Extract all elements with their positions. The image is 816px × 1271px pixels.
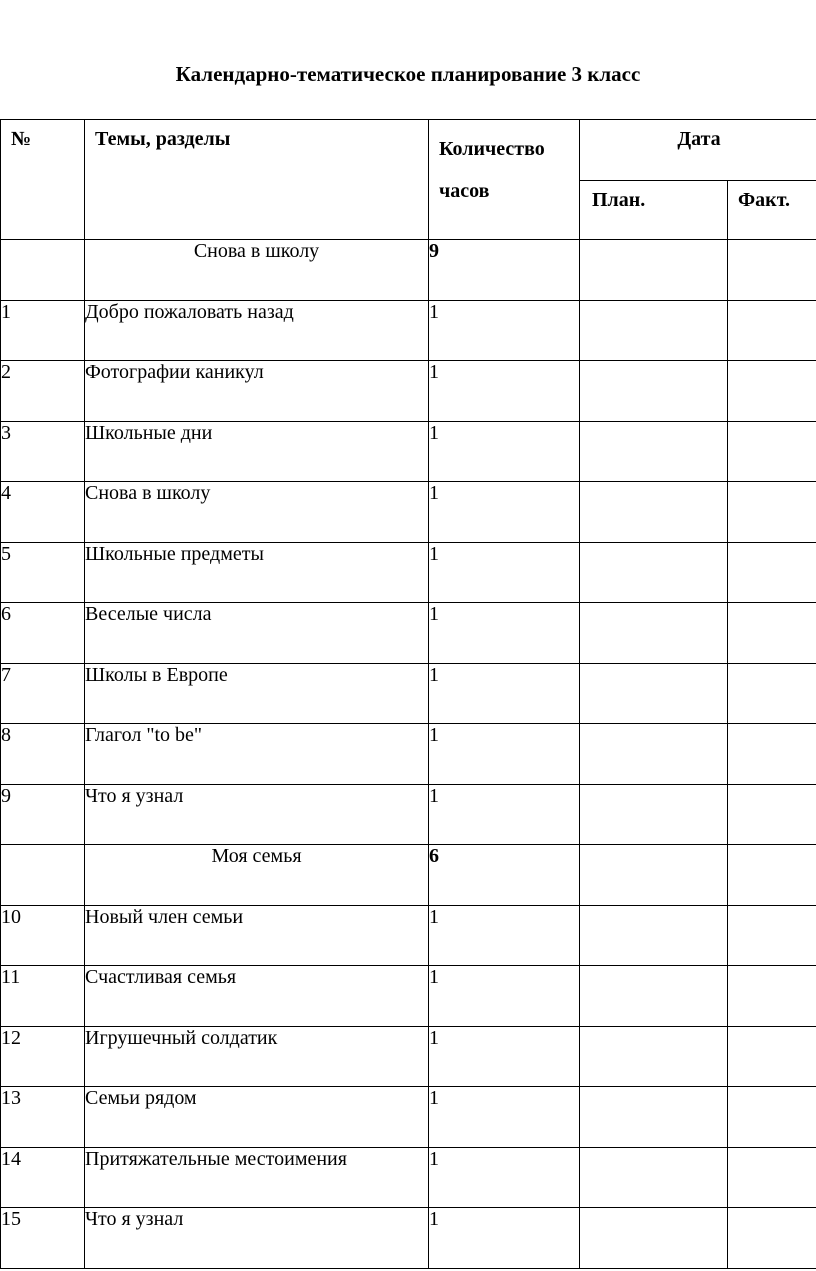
table-row <box>1 1087 816 1148</box>
row-hours: 9 <box>429 240 580 301</box>
table-row <box>1 542 816 603</box>
row-fact-date <box>728 663 816 724</box>
row-hours: 1 <box>429 361 580 422</box>
header-hours-line1: Количество <box>439 138 545 160</box>
row-hours: 1 <box>429 1147 580 1208</box>
table-row <box>1 361 816 422</box>
row-number: 5 <box>1 542 85 603</box>
row-hours: 1 <box>429 300 580 361</box>
table-header <box>1 120 816 240</box>
row-hours: 1 <box>429 905 580 966</box>
header-plan: План. <box>580 181 728 240</box>
row-hours: 1 <box>429 1026 580 1087</box>
row-number: 3 <box>1 421 85 482</box>
row-number: 12 <box>1 1026 85 1087</box>
header-hours-line2: часов <box>439 180 490 202</box>
table-row <box>1 724 816 785</box>
row-number <box>1 845 85 906</box>
row-number: 13 <box>1 1087 85 1148</box>
row-number: 8 <box>1 724 85 785</box>
section-row <box>1 240 816 301</box>
table-row <box>1 300 816 361</box>
row-fact-date <box>728 1208 816 1269</box>
row-plan-date <box>580 421 728 482</box>
row-fact-date <box>728 845 816 906</box>
table-row <box>1 784 816 845</box>
row-number: 4 <box>1 482 85 543</box>
header-number: № <box>1 120 85 240</box>
planning-table <box>0 119 816 1269</box>
row-fact-date <box>728 361 816 422</box>
row-topic: Притяжательные местоимения <box>85 1147 429 1208</box>
row-plan-date <box>580 966 728 1027</box>
row-topic: Школьные дни <box>85 421 429 482</box>
row-fact-date <box>728 240 816 301</box>
row-number <box>1 240 85 301</box>
row-plan-date <box>580 361 728 422</box>
row-fact-date <box>728 421 816 482</box>
row-hours: 1 <box>429 1208 580 1269</box>
table-row <box>1 1026 816 1087</box>
table-row <box>1 603 816 664</box>
row-plan-date <box>580 724 728 785</box>
table-row <box>1 1208 816 1269</box>
row-topic: Глагол "to be" <box>85 724 429 785</box>
row-fact-date <box>728 300 816 361</box>
row-topic: Веселые числа <box>85 603 429 664</box>
row-number: 2 <box>1 361 85 422</box>
row-number: 1 <box>1 300 85 361</box>
row-fact-date <box>728 784 816 845</box>
row-hours: 1 <box>429 603 580 664</box>
row-topic: Снова в школу <box>85 482 429 543</box>
row-plan-date <box>580 663 728 724</box>
row-topic: Игрушечный солдатик <box>85 1026 429 1087</box>
table-row <box>1 966 816 1027</box>
row-plan-date <box>580 603 728 664</box>
row-topic: Школы в Европе <box>85 663 429 724</box>
table-row <box>1 905 816 966</box>
table-body <box>1 240 816 1269</box>
row-topic: Что я узнал <box>85 784 429 845</box>
row-plan-date <box>580 1208 728 1269</box>
row-number: 11 <box>1 966 85 1027</box>
row-number: 14 <box>1 1147 85 1208</box>
row-topic: Школьные предметы <box>85 542 429 603</box>
header-hours <box>429 120 580 240</box>
row-plan-date <box>580 1147 728 1208</box>
row-hours: 1 <box>429 1087 580 1148</box>
row-hours: 1 <box>429 663 580 724</box>
section-row <box>1 845 816 906</box>
row-fact-date <box>728 482 816 543</box>
row-hours: 1 <box>429 724 580 785</box>
row-fact-date <box>728 1087 816 1148</box>
row-number: 6 <box>1 603 85 664</box>
header-topics: Темы, разделы <box>85 120 429 240</box>
row-plan-date <box>580 300 728 361</box>
row-hours: 1 <box>429 542 580 603</box>
row-hours: 1 <box>429 482 580 543</box>
row-topic: Что я узнал <box>85 1208 429 1269</box>
row-number: 15 <box>1 1208 85 1269</box>
row-number: 9 <box>1 784 85 845</box>
row-topic: Снова в школу <box>85 240 429 301</box>
row-hours: 1 <box>429 784 580 845</box>
table-row <box>1 482 816 543</box>
row-plan-date <box>580 240 728 301</box>
row-topic: Моя семья <box>85 845 429 906</box>
row-plan-date <box>580 542 728 603</box>
row-plan-date <box>580 482 728 543</box>
row-topic: Счастливая семья <box>85 966 429 1027</box>
row-fact-date <box>728 603 816 664</box>
row-topic: Новый член семьи <box>85 905 429 966</box>
row-fact-date <box>728 1026 816 1087</box>
row-fact-date <box>728 542 816 603</box>
row-number: 7 <box>1 663 85 724</box>
row-fact-date <box>728 724 816 785</box>
row-plan-date <box>580 1026 728 1087</box>
table-row <box>1 1147 816 1208</box>
row-hours: 6 <box>429 845 580 906</box>
row-plan-date <box>580 845 728 906</box>
row-plan-date <box>580 905 728 966</box>
row-topic: Семьи рядом <box>85 1087 429 1148</box>
row-topic: Добро пожаловать назад <box>85 300 429 361</box>
header-fact: Факт. <box>728 181 816 240</box>
row-hours: 1 <box>429 421 580 482</box>
header-date: Дата <box>580 120 816 181</box>
row-number: 10 <box>1 905 85 966</box>
row-topic: Фотографии каникул <box>85 361 429 422</box>
row-plan-date <box>580 784 728 845</box>
row-hours: 1 <box>429 966 580 1027</box>
row-fact-date <box>728 1147 816 1208</box>
row-fact-date <box>728 966 816 1027</box>
page-title: Календарно-тематическое планирование 3 класс <box>175 62 641 86</box>
row-fact-date <box>728 905 816 966</box>
table-row <box>1 421 816 482</box>
row-plan-date <box>580 1087 728 1148</box>
table-row <box>1 663 816 724</box>
